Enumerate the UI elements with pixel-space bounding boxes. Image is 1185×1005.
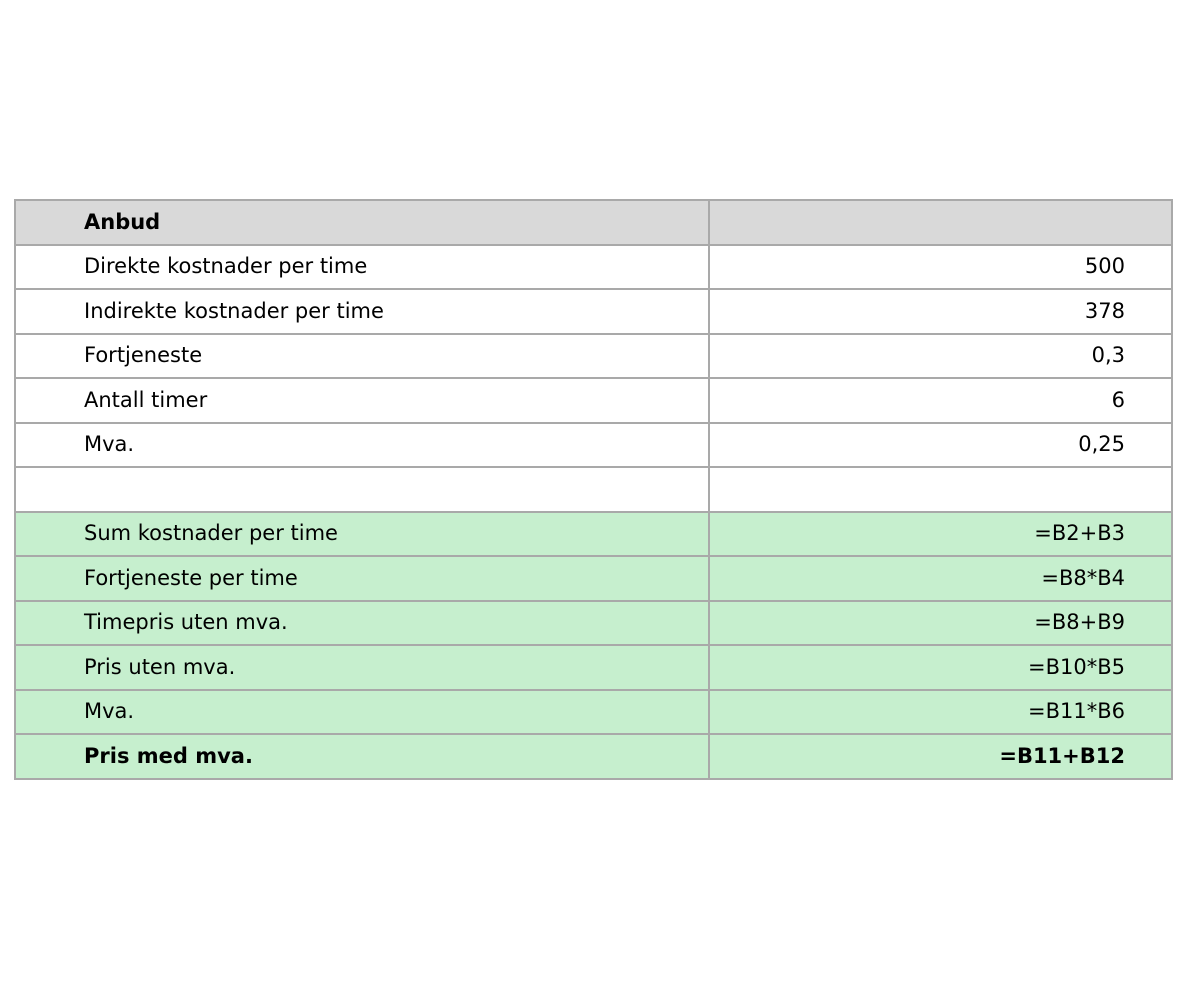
value-cell[interactable]: 378 [709, 289, 1172, 334]
table-row [15, 734, 1172, 779]
value-cell[interactable] [709, 467, 1172, 512]
table-row [15, 690, 1172, 735]
label-cell[interactable]: Fortjeneste per time [15, 556, 709, 601]
table-row [15, 467, 1172, 512]
value-cell[interactable]: =B10*B5 [709, 645, 1172, 690]
table-row [15, 601, 1172, 646]
label-cell[interactable]: Mva. [15, 423, 709, 468]
table-row [15, 289, 1172, 334]
label-cell[interactable]: Anbud [15, 200, 709, 245]
label-cell[interactable]: Indirekte kostnader per time [15, 289, 709, 334]
table-row [15, 512, 1172, 557]
label-cell[interactable]: Timepris uten mva. [15, 601, 709, 646]
table-row [15, 334, 1172, 379]
table-row [15, 200, 1172, 245]
table-row [15, 556, 1172, 601]
value-cell[interactable]: 500 [709, 245, 1172, 290]
spreadsheet-table [14, 199, 1173, 780]
value-cell[interactable]: 0,3 [709, 334, 1172, 379]
label-cell[interactable]: Mva. [15, 690, 709, 735]
label-cell[interactable]: Pris uten mva. [15, 645, 709, 690]
value-cell[interactable]: =B11+B12 [709, 734, 1172, 779]
value-cell[interactable]: =B11*B6 [709, 690, 1172, 735]
label-cell[interactable]: Fortjeneste [15, 334, 709, 379]
value-cell[interactable]: =B2+B3 [709, 512, 1172, 557]
value-cell[interactable]: =B8*B4 [709, 556, 1172, 601]
table-row [15, 245, 1172, 290]
table-row [15, 423, 1172, 468]
value-cell[interactable] [709, 200, 1172, 245]
table-row [15, 645, 1172, 690]
value-cell[interactable]: 0,25 [709, 423, 1172, 468]
value-cell[interactable]: 6 [709, 378, 1172, 423]
label-cell[interactable]: Direkte kostnader per time [15, 245, 709, 290]
label-cell[interactable]: Pris med mva. [15, 734, 709, 779]
label-cell[interactable]: Antall timer [15, 378, 709, 423]
label-cell[interactable]: Sum kostnader per time [15, 512, 709, 557]
value-cell[interactable]: =B8+B9 [709, 601, 1172, 646]
table-row [15, 378, 1172, 423]
label-cell[interactable] [15, 467, 709, 512]
